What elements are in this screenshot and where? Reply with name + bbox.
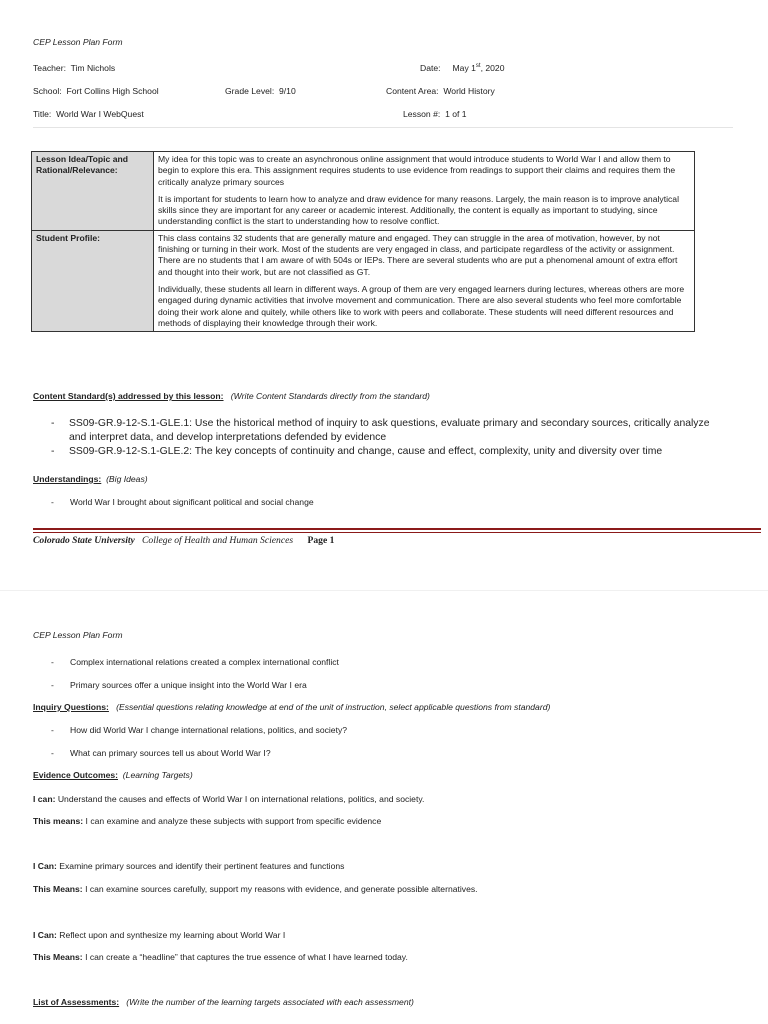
means-text: I can create a “headline” that captures the true essence of what I have learned today. xyxy=(85,952,408,962)
can-label: I can: xyxy=(33,794,56,804)
means-text: I can examine and analyze these subjects with support from specific evidence xyxy=(85,816,382,826)
list-item xyxy=(51,657,339,667)
means-label: This means: xyxy=(33,816,84,826)
date-year: , 2020 xyxy=(480,63,505,73)
grade-label: Grade Level: xyxy=(225,86,275,96)
bullet-dash: - xyxy=(51,446,55,457)
title-value: World War I WebQuest xyxy=(56,109,144,119)
means-label: This Means: xyxy=(33,884,83,894)
page-footer xyxy=(33,535,334,546)
means-label: This Means: xyxy=(33,952,83,962)
student-profile-content xyxy=(154,230,695,331)
footer-page-number: Page 1 xyxy=(307,535,335,546)
can-label: I Can: xyxy=(33,930,57,940)
student-profile-paragraph: This class contains 32 students that are generally mature and engaged. They can struggle in the area of motivation, however, by not finishing or turning in their work. Most of the students are very engaged in class, and participate regardless of the activity or assignment. There are no students that I am aware of with 504s or IEPs. There are several students who are put a phenomenal amount of extra effort and thought into their work, but are not classified as GT. xyxy=(158,232,678,277)
means-text: I can examine sources carefully, support my reasons with evidence, and generate possible alternatives. xyxy=(85,884,478,894)
understandings-heading xyxy=(33,474,148,484)
list-item xyxy=(51,680,307,690)
header-divider xyxy=(33,127,733,128)
list-item xyxy=(51,748,271,758)
list-item xyxy=(51,417,726,445)
lesson-info-table xyxy=(31,151,695,332)
bullet-dash: - xyxy=(51,418,55,429)
footer-university: Colorado State University xyxy=(33,535,135,546)
lesson-idea-label: Lesson Idea/Topic and Rational/Relevance: xyxy=(32,152,154,231)
content-standards-note: (Write Content Standards directly from the standard) xyxy=(230,391,430,401)
understanding-text: Complex international relations created a complex international conflict xyxy=(70,657,339,667)
date-value: May 1 xyxy=(452,63,476,73)
can-text: Understand the causes and effects of World War I on international relations, politics, and society. xyxy=(57,794,425,804)
bullet-dash: - xyxy=(51,657,54,667)
list-item xyxy=(51,497,314,507)
grade-field xyxy=(225,86,296,96)
can-text: Reflect upon and synthesize my learning about World War I xyxy=(59,930,286,940)
understanding-text: World War I brought about significant political and social change xyxy=(70,497,314,507)
can-text: Examine primary sources and identify their pertinent features and functions xyxy=(59,861,345,871)
content-area-field xyxy=(386,86,495,96)
inquiry-question: What can primary sources tell us about World War I? xyxy=(70,748,271,758)
learning-target-can xyxy=(33,861,344,871)
standard-text: SS09-GR.9-12-S.1-GLE.1: Use the historical method of inquiry to ask questions, evaluate primary and secondary sources, critically analyze and interpret data, and develop interpretations defended by evidence xyxy=(69,418,710,443)
lesson-idea-paragraph: It is important for students to learn how to analyze and draw evidence for many reasons. Largely, the main reason is to improve analytical skills since they are important for any career or academic interest. Additionally, the content is equally as important to studying, since understanding conflict is the start to understanding how to resolve conflict. xyxy=(158,193,679,227)
evidence-heading xyxy=(33,770,193,780)
school-field xyxy=(33,86,159,96)
learning-target-can xyxy=(33,794,424,804)
inquiry-title: Inquiry Questions: xyxy=(33,702,109,712)
assessments-title: List of Assessments: xyxy=(33,997,120,1007)
learning-target-means xyxy=(33,884,478,894)
learning-target-means xyxy=(33,816,381,826)
bullet-dash: - xyxy=(51,680,54,690)
content-standards-title: Content Standard(s) addressed by this lesson: xyxy=(33,391,224,401)
table-row xyxy=(32,152,695,231)
lesson-idea-content xyxy=(154,152,695,231)
content-area-label: Content Area: xyxy=(386,86,439,96)
evidence-note: (Learning Targets) xyxy=(122,770,193,780)
teacher-label: Teacher: xyxy=(33,63,66,73)
teacher-field xyxy=(33,63,115,73)
grade-value: 9/10 xyxy=(279,86,296,96)
student-profile-paragraph: Individually, these students all learn in different ways. A group of them are very engaged learners during lectures, whereas others are more engaged during dynamic activities that involve movement and communication. There are also several students who feel more comfortable doing their work alone and quitely, while others like to work with peers and collaborate. These students will need different resources and methods of displaying their knowledge through their work. xyxy=(158,283,685,328)
list-item xyxy=(51,445,726,459)
understandings-title: Understandings: xyxy=(33,474,102,484)
date-sup: st xyxy=(475,63,481,70)
list-item xyxy=(51,725,347,735)
learning-target-means xyxy=(33,952,408,962)
can-label: I Can: xyxy=(33,861,57,871)
evidence-title: Evidence Outcomes: xyxy=(33,770,119,780)
content-standards-heading xyxy=(33,391,430,401)
student-profile-label: Student Profile: xyxy=(32,230,154,331)
bullet-dash: - xyxy=(51,497,54,507)
footer-college: College of Health and Human Sciences xyxy=(142,535,294,546)
assessments-note: (Write the number of the learning targets associated with each assessment) xyxy=(126,997,414,1007)
bullet-dash: - xyxy=(51,725,54,735)
assessments-heading xyxy=(33,997,414,1007)
table-row xyxy=(32,230,695,331)
page-break xyxy=(0,590,768,591)
inquiry-note: (Essential questions relating knowledge at end of the unit of instruction, select applicable questions from standard) xyxy=(116,702,551,712)
inquiry-question: How did World War I change international relations, politics, and society? xyxy=(70,725,348,735)
form-title-page2: CEP Lesson Plan Form xyxy=(33,630,123,640)
school-label: School: xyxy=(33,86,62,96)
footer-rule xyxy=(33,528,761,530)
lesson-number-label: Lesson #: xyxy=(403,109,441,119)
understandings-note: (Big Ideas) xyxy=(106,474,148,484)
title-field xyxy=(33,109,144,119)
school-value: Fort Collins High School xyxy=(66,86,159,96)
bullet-dash: - xyxy=(51,748,54,758)
inquiry-heading xyxy=(33,702,550,712)
footer-rule xyxy=(33,532,761,533)
date-field xyxy=(420,63,504,73)
standard-text: SS09-GR.9-12-S.1-GLE.2: The key concepts of continuity and change, cause and effect, complexity, unity and diversity over time xyxy=(69,446,663,457)
lesson-number-value: 1 of 1 xyxy=(445,109,467,119)
lesson-idea-paragraph: My idea for this topic was to create an asynchronous online assignment that would introduce students to World War I and allow them to begin to explore this era. This assignment requires students to use evidence from readings to support their claims and requires them the critically analyze primary sources xyxy=(158,154,676,187)
title-label: Title: xyxy=(33,109,52,119)
date-label: Date: xyxy=(420,63,441,73)
lesson-number-field xyxy=(403,109,467,119)
understanding-text: Primary sources offer a unique insight into the World War I era xyxy=(70,680,307,690)
teacher-value: Tim Nichols xyxy=(70,63,116,73)
learning-target-can xyxy=(33,930,285,940)
form-title: CEP Lesson Plan Form xyxy=(33,37,123,47)
content-area-value: World History xyxy=(443,86,495,96)
